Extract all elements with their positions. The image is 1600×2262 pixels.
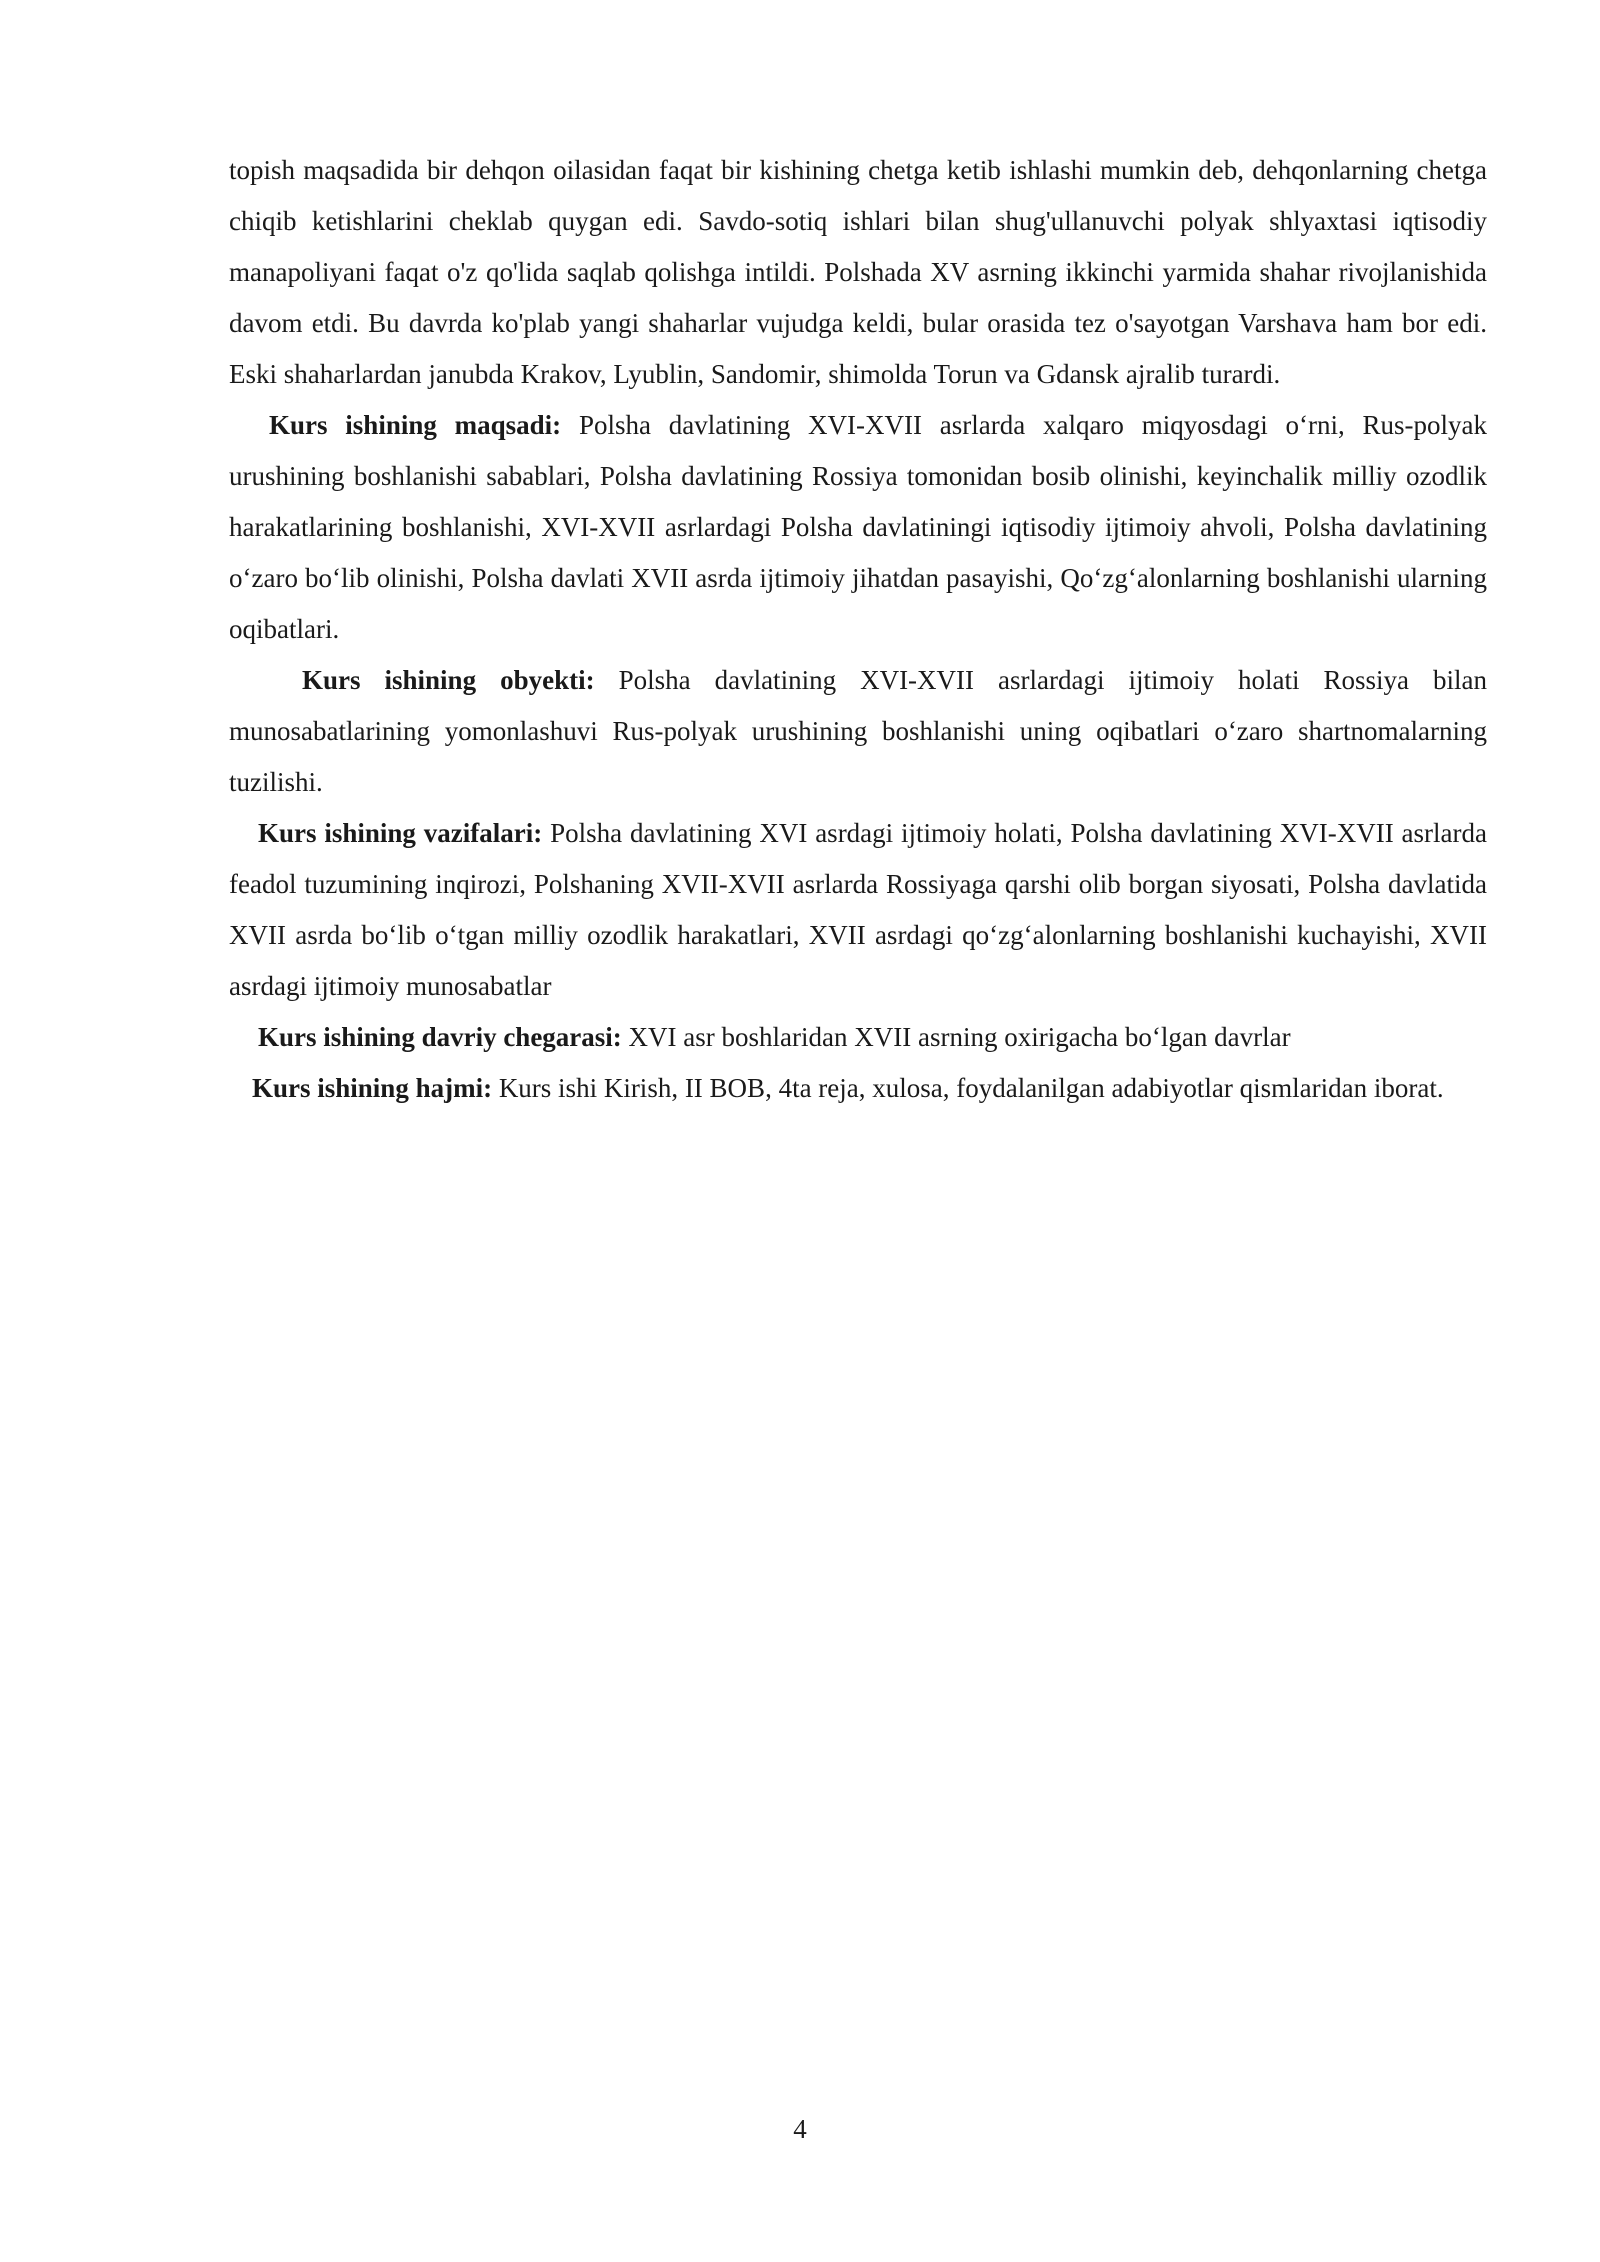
section-volume	[229, 1063, 1487, 1114]
section-period-text: XVI asr boshlaridan XVII asrning oxirigacha bo‘lgan davrlar	[621, 1022, 1291, 1052]
section-period	[229, 1012, 1487, 1063]
section-period-label: Kurs ishining davriy chegarasi:	[258, 1022, 622, 1052]
section-volume-label: Kurs ishining hajmi:	[252, 1073, 493, 1103]
section-object	[229, 655, 1487, 808]
section-volume-text: Kurs ishi Kirish, II BOB, 4ta reja, xulosa, foydalanilgan adabiyotlar qismlaridan iborat.	[492, 1073, 1444, 1103]
section-tasks	[229, 808, 1487, 1012]
section-object-text: Polsha davlatining XVI-XVII asrlardagi ijtimoiy holati Rossiya bilan munosabatlarining yomonlashuvi Rus-polyak urushining boshlanishi uning oqibatlari o‘zaro shartnomalarning tuzilishi.	[229, 665, 1487, 797]
intro-paragraph: topish maqsadida bir dehqon oilasidan faqat bir kishining chetga ketib ishlashi mumkin deb, dehqonlarning chetga chiqib ketishlarini cheklab quygan edi. Savdo-sotiq ishlari bilan shug'ullanuvchi polyak shlyaxtasi iqtisodiy manapoliyani faqat o'z qo'lida saqlab qolishga intildi. Polshada XV asrning ikkinchi yarmida shahar rivojlanishida davom etdi. Bu davrda ko'plab yangi shaharlar vujudga keldi, bular orasida tez o'sayotgan Varshava ham bor edi. Eski shaharlardan janubda Krakov, Lyublin, Sandomir, shimolda Torun va Gdansk ajralib turardi.	[229, 155, 1487, 389]
section-goal-text: Polsha davlatining XVI-XVII asrlarda xalqaro miqyosdagi o‘rni, Rus-polyak urushining boshlanishi sabablari, Polsha davlatining Rossiya tomonidan bosib olinishi, keyinchalik milliy ozodlik harakatlarining boshlanishi, XVI-XVII asrlardagi Polsha davlatiningi iqtisodiy ijtimoiy ahvoli, Polsha davlatining o‘zaro bo‘lib olinishi, Polsha davlati XVII asrda ijtimoiy jihatdan pasayishi, Qo‘zg‘alonlarning boshlanishi ularning oqibatlari.	[229, 410, 1488, 644]
section-goal	[229, 400, 1487, 655]
document-page	[229, 145, 1487, 1114]
section-goal-label: Kurs ishining maqsadi:	[269, 410, 562, 440]
section-tasks-text: Polsha davlatining XVI asrdagi ijtimoiy holati, Polsha davlatining XVI-XVII asrlarda feadol tuzumining inqirozi, Polshaning XVII-XVII asrlarda Rossiyaga qarshi olib borgan siyosati, Polsha davlatida XVII asrda bo‘lib o‘tgan milliy ozodlik harakatlari, XVII asrdagi qo‘zg‘alonlarning boshlanishi kuchayishi, XVII asrdagi ijtimoiy munosabatlar	[229, 818, 1487, 1001]
page-number: 4	[793, 2114, 807, 2144]
section-object-label: Kurs ishining obyekti:	[302, 665, 595, 695]
section-tasks-label: Kurs ishining vazifalari:	[258, 818, 543, 848]
